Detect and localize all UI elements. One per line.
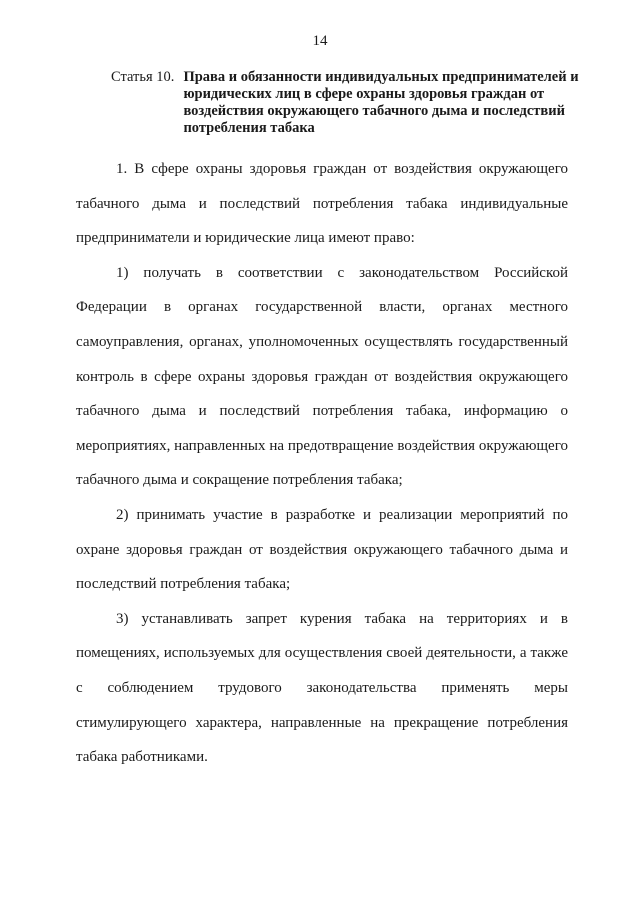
paragraph-item-2: 2) принимать участие в разработке и реализации мероприятий по охране здоровья граждан от воздействия окружающего табачного дыма и последствий потребления табака; — [76, 506, 568, 593]
paragraph-1: 1. В сфере охраны здоровья граждан от воздействия окружающего табачного дыма и последствий потребления табака индивидуальные предприниматели и юридические лица имеют право: — [76, 161, 568, 247]
paragraph-item-3: 3) устанавливать запрет курения табака на территориях и в помещениях, используемых для осуществления своей деятельности, а также с соблюдением трудового законодательства применять меры стимулирующего характера, направленные на прекращение потребления табака работниками. — [76, 610, 568, 766]
document-body — [76, 152, 568, 775]
article-label: Статья 10. — [111, 69, 175, 85]
paragraph-item-1: 1) получать в соответствии с законодательством Российской Федерации в органах государственной власти, органах местного самоуправления, органах, уполномоченных осуществлять государственный контроль в сфере охраны здоровья граждан от воздействия окружающего табачного дыма и последствий потребления табака, информацию о мероприятиях, направленных на предотвращение воздействия окружающего табачного дыма и сокращение потребления табака; — [76, 264, 568, 489]
article-title: Права и обязанности индивидуальных предпринимателей и юридических лиц в сфере охраны здоровья граждан от воздействия окружающего табачного дыма и последствий потребления табака — [183, 69, 579, 136]
article-heading — [111, 69, 581, 137]
page-number: 14 — [312, 33, 328, 49]
